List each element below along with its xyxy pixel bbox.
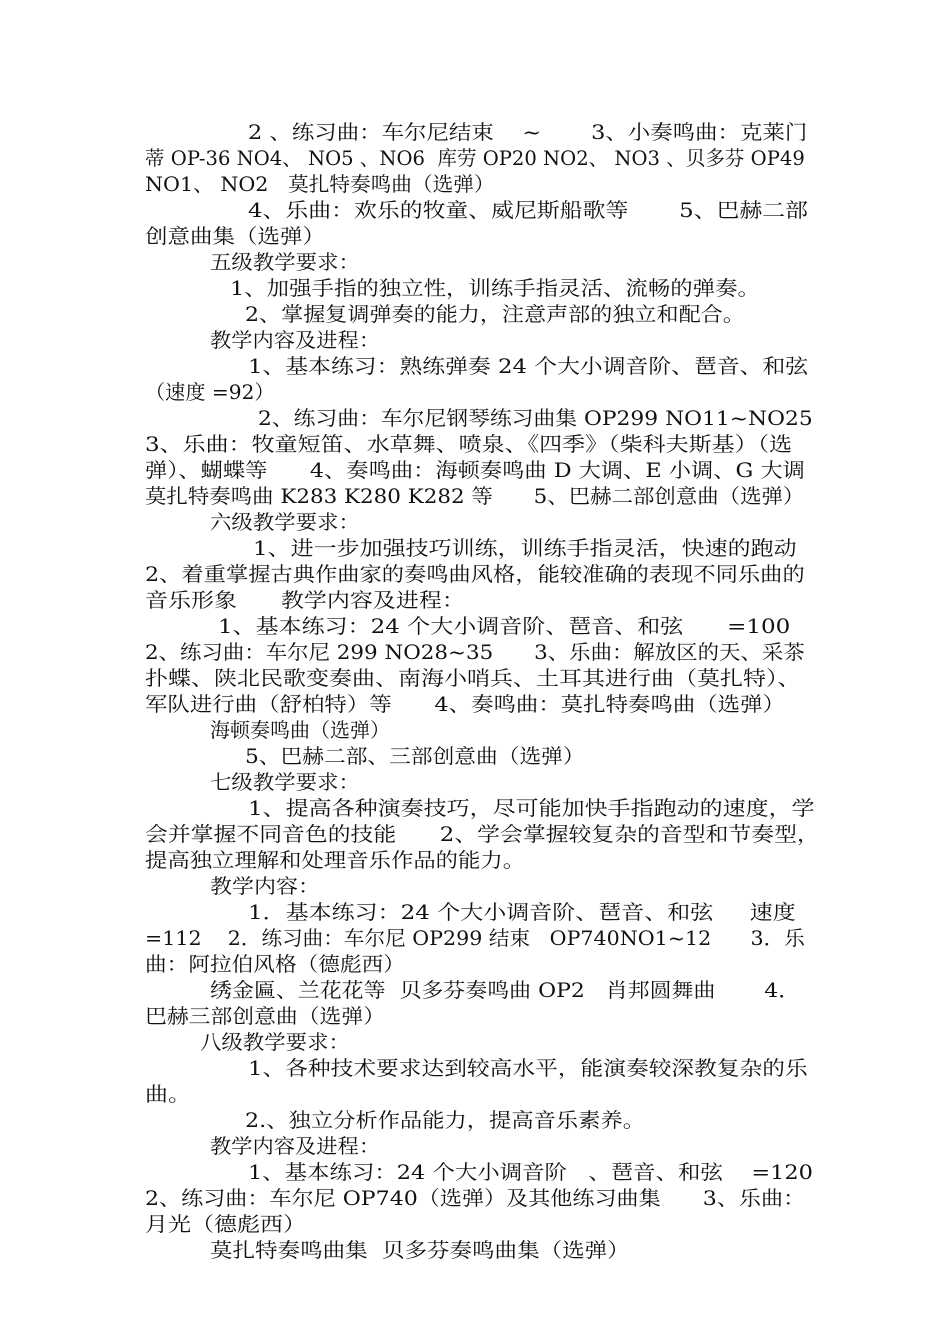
text-line: （速度 =92） (145, 380, 275, 404)
text-line: 巴赫三部创意曲（选弹） (145, 1004, 386, 1028)
text-line: 2、练习曲：车尔尼 299 NO28~35 3、乐曲：解放区的天、采茶 (145, 640, 805, 664)
text-line: 曲。 (145, 1082, 191, 1106)
text-line: 5、巴赫二部、三部创意曲（选弹） (245, 744, 585, 768)
text-line: 莫扎特奏鸣曲 K283 K280 K282 等 5、巴赫二部创意曲（选弹） (145, 484, 805, 508)
text-line: 教学内容及进程： (210, 328, 381, 352)
text-line: 2、练习曲：车尔尼钢琴练习曲集 OP299 NO11~NO25 (258, 406, 813, 430)
text-line: 军队进行曲（舒柏特）等 4、奏鸣曲：莫扎特奏鸣曲（选弹） (145, 692, 785, 716)
text-line: 2、掌握复调弹奏的能力，注意声部的独立和配合。 (245, 302, 745, 326)
text-line: 六级教学要求： (210, 510, 360, 534)
text-line: 教学内容： (210, 874, 320, 898)
text-line: 2.、独立分析作品能力，提高音乐素养。 (245, 1108, 646, 1132)
text-line: 2、着重掌握古典作曲家的奏鸣曲风格，能较准确的表现不同乐曲的 (145, 562, 805, 586)
text-line: 4、乐曲：欢乐的牧童、威尼斯船歌等 5、巴赫二部 (248, 198, 809, 222)
text-line: 曲：阿拉伯风格（德彪西） (145, 952, 405, 976)
text-line: 会并掌握不同音色的技能 2、学会掌握较复杂的音型和节奏型， (145, 822, 820, 846)
text-line: 教学内容及进程： (210, 1134, 381, 1158)
text-line: 2 、练习曲：车尔尼结束 ~ 3、小奏鸣曲：克莱门 (248, 120, 808, 144)
text-line: 1、基本练习：24 个大小调音阶、琶音、和弦 =100 (218, 614, 791, 638)
text-line: 蒂 OP-36 NO4、 NO5 、NO6 库劳 OP20 NO2、 NO3 、贝多芬 OP49 (145, 146, 805, 170)
text-line: 月光（德彪西） (145, 1212, 306, 1236)
text-line: 弹）、蝴蝶等 4、奏鸣曲：海顿奏鸣曲 D 大调、E 小调、G 大调 (145, 458, 805, 482)
text-line: 八级教学要求： (200, 1030, 350, 1054)
text-line: 2、练习曲：车尔尼 OP740（选弹）及其他练习曲集 3、乐曲： (145, 1186, 806, 1210)
text-line: 海顿奏鸣曲（选弹） (210, 718, 390, 742)
text-line: NO1、 NO2 莫扎特奏鸣曲（选弹） (145, 172, 495, 196)
text-line: =112 2．练习曲：车尔尼 OP299 结束 OP740NO1~12 3．乐 (145, 926, 805, 950)
text-line: 1、提高各种演奏技巧，尽可能加快手指跑动的速度，学 (248, 796, 815, 820)
text-line: 1、基本练习：熟练弹奏 24 个大小调音阶、琶音、和弦 (248, 354, 809, 378)
text-line: 1、基本练习：24 个大小调音阶 、琶音、和弦 =120 (248, 1160, 813, 1184)
text-line: 创意曲集（选弹） (145, 224, 325, 248)
text-line: 绣金匾、兰花花等 贝多芬奏鸣曲 OP2 肖邦圆舞曲 4． (210, 978, 801, 1002)
text-line: 1、加强手指的独立性，训练手指灵活、流畅的弹奏。 (230, 276, 760, 300)
text-line: 音乐形象 教学内容及进程： (145, 588, 465, 612)
text-line: 1、进一步加强技巧训练，训练手指灵活，快速的跑动 (253, 536, 797, 560)
text-line: 3、乐曲：牧童短笛、水草舞、喷泉、《四季》（柴科夫斯基）（选 (145, 432, 793, 456)
text-line: 1、各种技术要求达到较高水平，能演奏较深教复杂的乐 (248, 1056, 808, 1080)
text-line: 1．基本练习：24 个大小调音阶、琶音、和弦 速度 (248, 900, 796, 924)
text-line: 五级教学要求： (210, 250, 360, 274)
text-line: 莫扎特奏鸣曲集 贝多芬奏鸣曲集（选弹） (210, 1238, 630, 1262)
text-line: 提高独立理解和处理音乐作品的能力。 (145, 848, 526, 872)
text-line: 扑蝶、陕北民歌变奏曲、南海小哨兵、土耳其进行曲（莫扎特）、 (145, 666, 801, 690)
text-line: 七级教学要求： (210, 770, 360, 794)
